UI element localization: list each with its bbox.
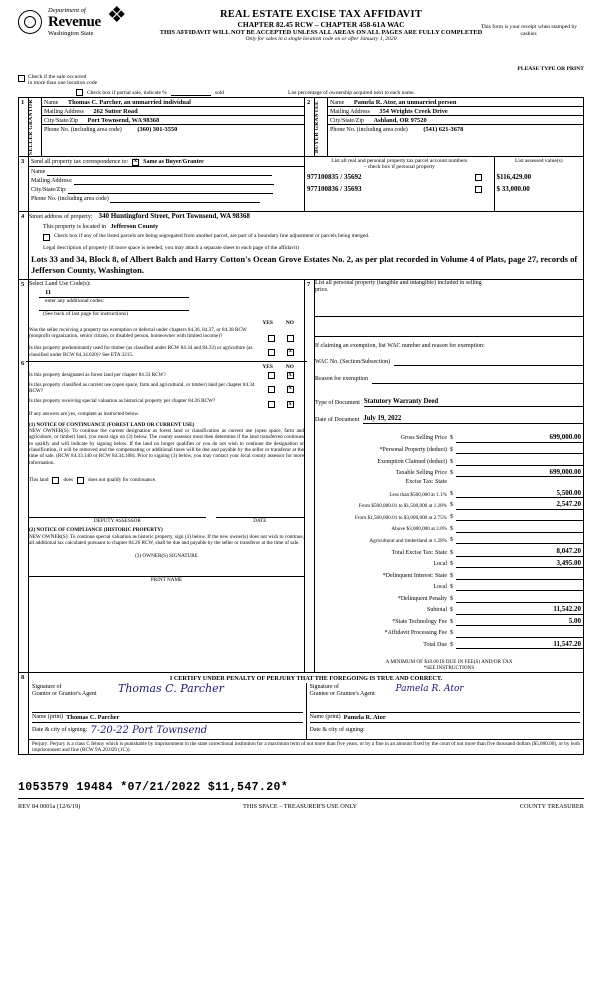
total-label-3: Local bbox=[433, 584, 447, 591]
total-dollar-0: $ bbox=[450, 549, 453, 556]
tax-value-3[interactable]: 699,000.00 bbox=[456, 468, 583, 478]
total-value-8[interactable]: 11,547.20 bbox=[456, 640, 583, 650]
corr-same-as-label: Same as Buyer/Grantee bbox=[143, 158, 204, 165]
total-label-0: Total Excise Tax: State bbox=[391, 549, 447, 556]
tax-label-2: Exemption Claimed (deduct) bbox=[377, 458, 447, 465]
swirl-icon: ❖ bbox=[106, 2, 127, 27]
footer-center: THIS SPACE – TREASURER'S USE ONLY bbox=[243, 802, 358, 810]
total-label-5: Subtotal bbox=[426, 607, 447, 614]
seller-name-label: Name bbox=[44, 100, 59, 106]
reason-input[interactable] bbox=[372, 375, 583, 384]
tax-label-4: Excise Tax: State bbox=[405, 479, 447, 486]
grantor-sig-label-2: Grantor or Grantor's Agent bbox=[32, 690, 97, 697]
parcel-header-cell bbox=[305, 157, 494, 171]
tax-value-2[interactable] bbox=[456, 456, 583, 466]
segregation-note: Check box if any of the listed parcels are being segregated from another parcel, are part of a boundary line adjustment or parcels being merged. bbox=[54, 233, 370, 239]
grantee-date-city-label: Date & city of signing: bbox=[309, 727, 365, 734]
personal-property-line2: price. bbox=[315, 286, 329, 293]
corr-section-number: 3 bbox=[21, 158, 25, 165]
seller-vertical-label: SELLER GRANTOR bbox=[28, 99, 34, 155]
document-header bbox=[18, 2, 584, 64]
buyer-mailing-label: Mailing Address bbox=[330, 109, 370, 115]
footer-rev: REV 84 0001a (12/6/19) bbox=[18, 802, 81, 810]
grantee-name-print[interactable]: Pamela R. Ator bbox=[343, 713, 386, 721]
deputy-assessor-date-input[interactable] bbox=[216, 510, 304, 519]
landuse-question-2: Is this property predominantly used for timber (as classified under RCW 84.34 and 84.33) or agriculture (as classified under RCW 84.34.020)? See ETA 3215. bbox=[29, 345, 253, 358]
grantor-sig-label-1: Signature of bbox=[32, 683, 62, 690]
does-not-qualify-checkbox[interactable] bbox=[77, 477, 84, 484]
seller-mailing-label: Mailing Address bbox=[44, 109, 84, 115]
total-dollar-5: $ bbox=[450, 607, 453, 614]
owner-signature-label: (3) OWNER(S) SIGNATURE bbox=[135, 552, 198, 559]
seller-vertical-cell bbox=[29, 98, 42, 157]
seller-section-number-cell bbox=[19, 98, 29, 157]
please-type-label: PLEASE TYPE OR PRINT bbox=[517, 66, 584, 72]
reason-label: Reason for exemption bbox=[315, 376, 368, 383]
landuse-yes-header: YES bbox=[262, 320, 273, 327]
dollar-0: $ bbox=[450, 435, 453, 442]
county-value[interactable]: Jefferson County bbox=[110, 223, 159, 230]
buyer-section-number-cell bbox=[305, 98, 315, 157]
tax-block bbox=[315, 279, 584, 672]
address-section-number-cell bbox=[19, 212, 29, 280]
bracket-dollar-0: $ bbox=[450, 490, 453, 497]
landuse-q1-no-checkbox[interactable] bbox=[287, 335, 294, 342]
total-dollar-6: $ bbox=[450, 618, 453, 625]
tax-value-1[interactable] bbox=[456, 445, 583, 455]
tax-value-0[interactable]: 699,000.00 bbox=[456, 433, 583, 443]
total-value-0[interactable]: 8,047.20 bbox=[456, 547, 583, 557]
bracket-label-4: Agricultural and timberland at 1.28% bbox=[369, 538, 447, 544]
parcel-row-1 bbox=[305, 171, 494, 183]
title-sales-note: Only for sales in a single location code on or after January 1, 2020 bbox=[245, 36, 397, 43]
same-as-buyer-checkbox[interactable] bbox=[132, 159, 139, 166]
partial-sale-label: Check box if partial sale, indicate % bbox=[87, 90, 167, 96]
assessed-header: List assessed value(s) bbox=[514, 158, 563, 164]
assessed-row-1 bbox=[494, 171, 583, 183]
personal-property-checkbox-1[interactable] bbox=[475, 174, 482, 181]
grantor-date-city-value[interactable]: 7-20-22 Port Townsend bbox=[90, 724, 208, 736]
total-label-4: *Delinquent Penalty bbox=[397, 595, 447, 602]
notice2-body: NEW OWNER(S): To continue special valuation as historic property, sign (3) below. If the new owner(s) does not wish to continue, all additional tax calculated pursuant to chapter 84.26 RCW, shall be due and payable by the seller or transferor at the time of sale. bbox=[29, 533, 304, 547]
buyer-phone-value[interactable]: (541) 621-3678 bbox=[423, 126, 464, 133]
classification-yes-header: YES bbox=[262, 364, 273, 371]
notice1-title: (1) NOTICE OF CONTINUANCE (FOREST LAND OR CURRENT USE) bbox=[29, 421, 195, 428]
department-block bbox=[48, 8, 101, 37]
dollar-3: $ bbox=[450, 470, 453, 477]
personal-property-input-1[interactable] bbox=[315, 308, 583, 317]
legal-note: Legal description of property (if more space is needed, you may attach a separate sheet to each page of the affidavit) bbox=[43, 244, 299, 251]
print-name-label: PRINT NAME bbox=[150, 577, 183, 584]
buyer-section-number: 2 bbox=[307, 99, 311, 106]
grantee-signature[interactable]: Pamela R. Ator bbox=[395, 683, 464, 694]
sale-location-label1: Check if the sale occurred bbox=[28, 74, 87, 80]
certification-block bbox=[29, 672, 584, 754]
minimum-note-1: A MINIMUM OF $10.00 IS DUE IN FEE(S) AND/OR TAX bbox=[385, 659, 513, 666]
does-not-label: does not qualify for continuance. bbox=[87, 476, 157, 483]
wac-label: WAC No. (Section/Subsection) bbox=[315, 358, 391, 365]
buyer-phone-label: Phone No. (including area code) bbox=[330, 127, 408, 133]
department-line3: Washington State bbox=[48, 29, 94, 37]
classification-q3-no-checkbox[interactable] bbox=[287, 401, 294, 408]
grantee-sig-label-1: Signature of bbox=[309, 683, 339, 690]
total-label-8: Total Due bbox=[423, 641, 447, 648]
bracket-value-3[interactable] bbox=[456, 523, 583, 533]
dollar-2: $ bbox=[450, 458, 453, 465]
owner-signature-input[interactable] bbox=[29, 569, 304, 578]
ownership-note: List percentage of ownership acquired next to each name. bbox=[288, 90, 415, 96]
landuse-classification-block bbox=[29, 279, 305, 672]
corr-section-number-cell bbox=[19, 157, 29, 212]
total-value-6[interactable]: 5.00 bbox=[456, 617, 583, 627]
address-value[interactable]: 340 Huntingford Street, Port Townsend, WA 98368 bbox=[98, 212, 250, 220]
tax-label-3: Taxable Selling Price bbox=[395, 470, 447, 477]
bracket-label-0: Less than $500,000 at 1.1% bbox=[389, 491, 447, 498]
total-label-7: *Affidavit Processing Fee bbox=[384, 630, 447, 637]
county-label: This property is located in bbox=[43, 224, 106, 230]
sale-location-label2: in more than one location code bbox=[28, 80, 98, 86]
bracket-dollar-1: $ bbox=[450, 502, 453, 509]
classification-q1-yes-checkbox[interactable] bbox=[268, 372, 275, 379]
bracket-value-2[interactable] bbox=[456, 512, 583, 522]
seller-mailing-value[interactable]: 262 Sutter Road bbox=[93, 108, 138, 115]
department-line2: Revenue bbox=[48, 13, 101, 30]
legal-description[interactable]: Lots 33 and 34, Block 8, of Albert Balch and Harry Cotton's Ocean Grove Estates No. 2, as per plat recorded in Volume 4 of Plats, page 27, records of Jefferson County, Washington. bbox=[31, 253, 578, 275]
cert-title: I CERTIFY UNDER PENALTY OF PERJURY THAT THE FOREGOING IS TRUE AND CORRECT. bbox=[169, 674, 443, 682]
buyer-citystatezip-value[interactable]: Ashland, OR 97520 bbox=[373, 117, 427, 124]
title-subtitle: CHAPTER 82.45 RCW – CHAPTER 458-61A WAC bbox=[237, 20, 405, 30]
bracket-value-1[interactable]: 2,547.20 bbox=[456, 500, 583, 510]
landuse-enter-note: enter any additional codes: bbox=[45, 297, 105, 304]
parcel-row-2 bbox=[305, 183, 494, 195]
landuse-section-number: 5 bbox=[21, 280, 25, 288]
seller-fields bbox=[42, 98, 305, 157]
total-value-2[interactable] bbox=[456, 570, 583, 580]
corr-send-label: Send all property tax correspondence to: bbox=[31, 158, 129, 165]
footer-right: COUNTY TREASURER bbox=[519, 802, 584, 810]
classification-q2-yes-checkbox[interactable] bbox=[268, 386, 275, 393]
personal-property-checkbox-2[interactable] bbox=[475, 186, 482, 193]
page-title: REAL ESTATE EXCISE TAX AFFIDAVIT bbox=[219, 9, 423, 21]
grantor-name-print[interactable]: Thomas C. Parcher bbox=[66, 713, 120, 721]
partial-sale-sold-label: sold bbox=[214, 90, 225, 96]
tax-label-1: *Personal Property (deduct) bbox=[379, 447, 447, 453]
affidavit-table bbox=[18, 97, 584, 755]
address-label: Street address of property: bbox=[29, 214, 93, 220]
corr-mailing-label: Mailing Address: bbox=[31, 177, 73, 184]
assessed-value-2[interactable]: $ 33,000.00 bbox=[496, 185, 530, 193]
classification-any-yes: If any answers are yes, complete as instructed below. bbox=[29, 411, 140, 418]
tax-label-0: Gross Selling Price bbox=[400, 435, 447, 442]
classification-no-header: NO bbox=[285, 364, 294, 371]
seller-citystatezip-value[interactable]: Port Townsend, WA 98368 bbox=[87, 117, 160, 124]
doc-date-label: Date of Document bbox=[315, 416, 360, 423]
grantor-date-city-label: Date & city of signing: bbox=[32, 727, 88, 734]
landuse-code[interactable]: 11 bbox=[45, 288, 52, 296]
classification-question-2: Is this property classified as current use (open space, farm and agricultural, or timber) land per chapter 84.34 RCW? bbox=[29, 382, 255, 395]
parcel-number-1[interactable]: 977100835 / 35692 bbox=[307, 173, 362, 181]
grantor-signature[interactable]: Thomas C. Parcher bbox=[118, 681, 224, 695]
treasurer-stamp: 1053579 19484 *07/21/2022 $11,547.20* bbox=[18, 780, 289, 794]
does-qualify-checkbox[interactable] bbox=[52, 477, 59, 484]
state-seal-icon bbox=[18, 10, 42, 34]
corr-phone-input[interactable] bbox=[110, 195, 260, 203]
bracket-dollar-4: $ bbox=[450, 537, 453, 544]
this-land-label: This land bbox=[29, 476, 49, 483]
classification-question-1: Is this property designated as forest land per chapter 84.33 RCW? bbox=[29, 371, 166, 378]
bracket-dollar-2: $ bbox=[450, 513, 453, 520]
seller-name-value[interactable]: Thomas C. Parcher, an unmarried individual bbox=[67, 99, 191, 106]
bracket-value-4[interactable] bbox=[456, 535, 583, 545]
personal-property-line1: List all personal property (tangible and intangible) included in selling bbox=[315, 279, 482, 286]
total-label-2: *Delinquent Interest: State bbox=[382, 572, 447, 579]
doc-type-label: Type of Document bbox=[315, 399, 360, 406]
personal-property-section-number: 7 bbox=[307, 280, 311, 288]
exemption-note: If claiming an exemption, list WAC number and reason for exemption: bbox=[315, 343, 485, 350]
assessed-row-2 bbox=[494, 183, 583, 195]
buyer-vertical-cell bbox=[315, 98, 328, 157]
deputy-assessor-date-label: DATE bbox=[253, 518, 267, 525]
sale-location-check-row[interactable] bbox=[18, 74, 248, 86]
seller-section-number: 1 bbox=[21, 99, 25, 106]
wac-input[interactable] bbox=[394, 358, 583, 367]
seller-phone-label: Phone No. (including area code) bbox=[44, 127, 122, 133]
landuse-q2-yes-checkbox[interactable] bbox=[268, 349, 275, 356]
buyer-fields bbox=[328, 98, 584, 157]
classification-q1-no-checkbox[interactable] bbox=[287, 372, 294, 379]
deputy-assessor-sig-input[interactable] bbox=[29, 510, 206, 519]
landuse-q1-yes-checkbox[interactable] bbox=[268, 335, 275, 342]
bracket-dollar-3: $ bbox=[450, 525, 453, 532]
assessed-value-1[interactable]: $116,429.00 bbox=[496, 173, 532, 181]
seller-phone-value[interactable]: (360) 301-3550 bbox=[137, 126, 178, 133]
total-dollar-3: $ bbox=[450, 584, 453, 591]
total-label-1: Local bbox=[433, 561, 447, 568]
parcel-header-line2: – check box if personal property bbox=[363, 164, 435, 170]
total-value-3[interactable] bbox=[456, 582, 583, 592]
notice1-body: NEW OWNER(S): To continue the current designation as forest land or classification as current use (open space, farm and agriculture, or timber) land, you must sign on (3) below. The county assessor must then determine if the land transferred continues to qualify and will indicate by signing below. If the land no longer qualifies or you do not wish to continue the designation or classification, it will be removed and the compensating or additional taxes will be due and payable by the seller or transferor at the time of sale. (RCW 84.33.140 or RCW 84.34.108). Prior to signing (3) below, you may contact your local county assessor for more information. bbox=[29, 428, 304, 466]
total-value-7[interactable] bbox=[456, 628, 583, 638]
classification-q3-yes-checkbox[interactable] bbox=[268, 401, 275, 408]
landuse-question-1: Was the seller receiving a property tax exemption or deferral under chapters 84.36, 84.37, or 84.38 RCW (nonprofit organization, senior citizen, or disabled person, homeowner with limited income)? bbox=[29, 326, 247, 340]
bracket-label-1: From $500,000.01 to $1,500,000 at 1.28% bbox=[358, 503, 447, 510]
total-value-5[interactable]: 11,542.20 bbox=[456, 605, 583, 615]
buyer-name-label: Name bbox=[330, 100, 345, 106]
doc-type-value[interactable]: Statutory Warranty Deed bbox=[364, 398, 583, 407]
parcels-block bbox=[305, 157, 584, 212]
bracket-label-3: Above $3,000,000 at 3.0% bbox=[391, 526, 447, 533]
total-value-1[interactable]: 3,495.00 bbox=[456, 559, 583, 569]
corr-name-label: Name bbox=[31, 168, 46, 175]
personal-property-input-2[interactable] bbox=[315, 329, 583, 338]
correspondence-fields bbox=[29, 157, 305, 212]
partial-sale-percent-input[interactable] bbox=[171, 88, 211, 96]
corr-citystatezip-label: City/State/Zip: bbox=[31, 186, 67, 193]
assessed-header-cell bbox=[494, 157, 583, 171]
parcel-number-2[interactable]: 977100836 / 35693 bbox=[307, 185, 362, 193]
bracket-value-0[interactable]: 5,500.00 bbox=[456, 489, 583, 499]
corr-mailing-input[interactable] bbox=[74, 177, 274, 185]
classification-q2-no-checkbox[interactable] bbox=[287, 386, 294, 393]
buyer-mailing-value[interactable]: 354 Wrights Creek Drive bbox=[379, 108, 448, 115]
department-line1: Department of bbox=[48, 7, 86, 14]
total-dollar-2: $ bbox=[450, 572, 453, 579]
corr-citystatezip-input[interactable] bbox=[68, 186, 273, 194]
landuse-title: Select Land Use Code(s): bbox=[29, 280, 91, 287]
dollar-1: $ bbox=[450, 447, 453, 453]
classification-question-3: Is this property receiving special valuation as historical property per chapter 84.26 RCW? bbox=[29, 397, 216, 404]
perjury-note: Perjury: Perjury is a class C felony which is punishable by imprisonment in the state correctional institution for a maximum term of not more than five years, or by a fine in an amount fixed by the court of not more than five thousand dollars ($5,000.00), or by both imprisonment and fine (RCW 9A.20.020 (1C)). bbox=[32, 740, 580, 753]
corr-phone-label: Phone No. (including area code) bbox=[31, 195, 109, 202]
landuse-no-header: NO bbox=[285, 320, 294, 327]
does-label: does bbox=[63, 476, 73, 483]
seller-citystatezip-label: City/State/Zip bbox=[44, 118, 78, 124]
total-dollar-1: $ bbox=[450, 561, 453, 568]
cert-section-number: 8 bbox=[21, 673, 25, 681]
cert-number-cell bbox=[19, 672, 29, 754]
landuse-q2-no-checkbox[interactable] bbox=[287, 349, 294, 356]
segregation-checkbox[interactable] bbox=[43, 234, 50, 241]
total-dollar-7: $ bbox=[450, 630, 453, 637]
buyer-citystatezip-label: City/State/Zip bbox=[330, 118, 364, 124]
total-value-4[interactable] bbox=[456, 593, 583, 603]
landuse-section-number-cell bbox=[19, 279, 29, 672]
buyer-name-value[interactable]: Pamela R. Ator, an unmarried person bbox=[353, 99, 457, 106]
doc-date-value[interactable]: July 19, 2022 bbox=[363, 415, 583, 424]
partial-sale-checkbox[interactable] bbox=[76, 89, 83, 96]
landuse-see-back: (See back of last page for instructions) bbox=[43, 310, 128, 317]
corr-name-input[interactable] bbox=[47, 168, 272, 176]
sale-location-checkbox[interactable] bbox=[18, 75, 25, 82]
personal-property-number-cell bbox=[305, 279, 315, 672]
total-label-6: *State Technology Fee bbox=[392, 618, 447, 625]
title-notice: THIS AFFIDAVIT WILL NOT BE ACCEPTED UNLESS ALL AREAS ON ALL PAGES ARE FULLY COMPLETED bbox=[159, 29, 483, 37]
parcel-header-line1: List all real and personal property tax parcel account numbers bbox=[331, 158, 468, 164]
buyer-vertical-label: BUYER GRANTEE bbox=[314, 100, 320, 154]
total-dollar-8: $ bbox=[450, 641, 453, 648]
address-block bbox=[29, 212, 584, 280]
receipt-note: This form is your receipt when stamped by cashier. bbox=[480, 24, 578, 37]
grantee-name-print-label: Name (print) bbox=[309, 714, 341, 721]
minimum-note-2: *SEE INSTRUCTIONS bbox=[423, 665, 475, 672]
grantee-sig-label-2: Grantee or Grantee's Agent bbox=[309, 690, 375, 697]
grantor-name-print-label: Name (print) bbox=[32, 714, 64, 721]
total-dollar-4: $ bbox=[450, 595, 453, 602]
address-section-number: 4 bbox=[21, 213, 25, 220]
classification-section-number: 6 bbox=[21, 359, 25, 367]
notice2-title: (2) NOTICE OF COMPLIANCE (HISTORIC PROPERTY) bbox=[29, 527, 163, 534]
deputy-assessor-label: DEPUTY ASSESSOR bbox=[93, 518, 141, 525]
bracket-label-2: From $1,500,000.01 to $3,000,000 at 2.75% bbox=[354, 514, 447, 521]
